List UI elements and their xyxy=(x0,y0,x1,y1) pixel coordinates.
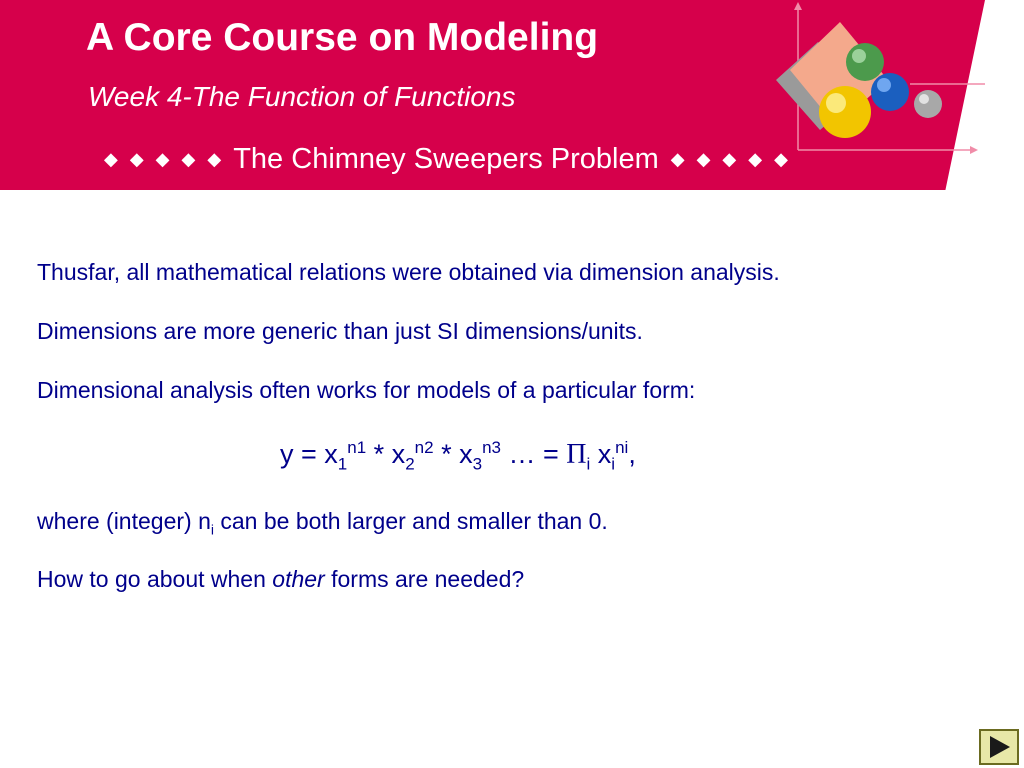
diamond-bullets-right-icon: ◆◆◆◆◆ xyxy=(670,149,800,169)
body-line-1: Thusfar, all mathematical relations were obtained via dimension analysis. xyxy=(37,259,780,285)
product-formula: $y = x_1^{n1} * x_2^{n2} * x_3^{n3}$ … = $\Pi_i$ $x_i^{ni}$, xyxy=(280,438,636,474)
slide-title: A Core Course on Modeling xyxy=(86,16,599,59)
geometric-shapes-logo xyxy=(770,0,1010,170)
slide-subtitle: Week 4-The Function of Functions xyxy=(88,81,516,112)
body-line-4: where (integer) $n_i$ can be both larger and smaller than 0. xyxy=(37,508,608,538)
diamond-bullets-left-icon: ◆◆◆◆◆ xyxy=(104,149,234,169)
next-slide-button[interactable] xyxy=(979,729,1019,765)
next-slide-arrow-icon xyxy=(981,731,1017,763)
section-heading xyxy=(104,143,800,176)
section-title: The Chimney Sweepers Problem xyxy=(233,143,659,175)
page-number: 18 xyxy=(955,173,968,185)
body-line-2: Dimensions are more generic than just SI dimensions/units. xyxy=(37,318,643,344)
pi-symbol: Π xyxy=(566,439,587,470)
body-line-5: How to go about when other forms are needed? xyxy=(37,566,525,592)
body-line-3: Dimensional analysis often works for models of a particular form: xyxy=(37,377,696,403)
